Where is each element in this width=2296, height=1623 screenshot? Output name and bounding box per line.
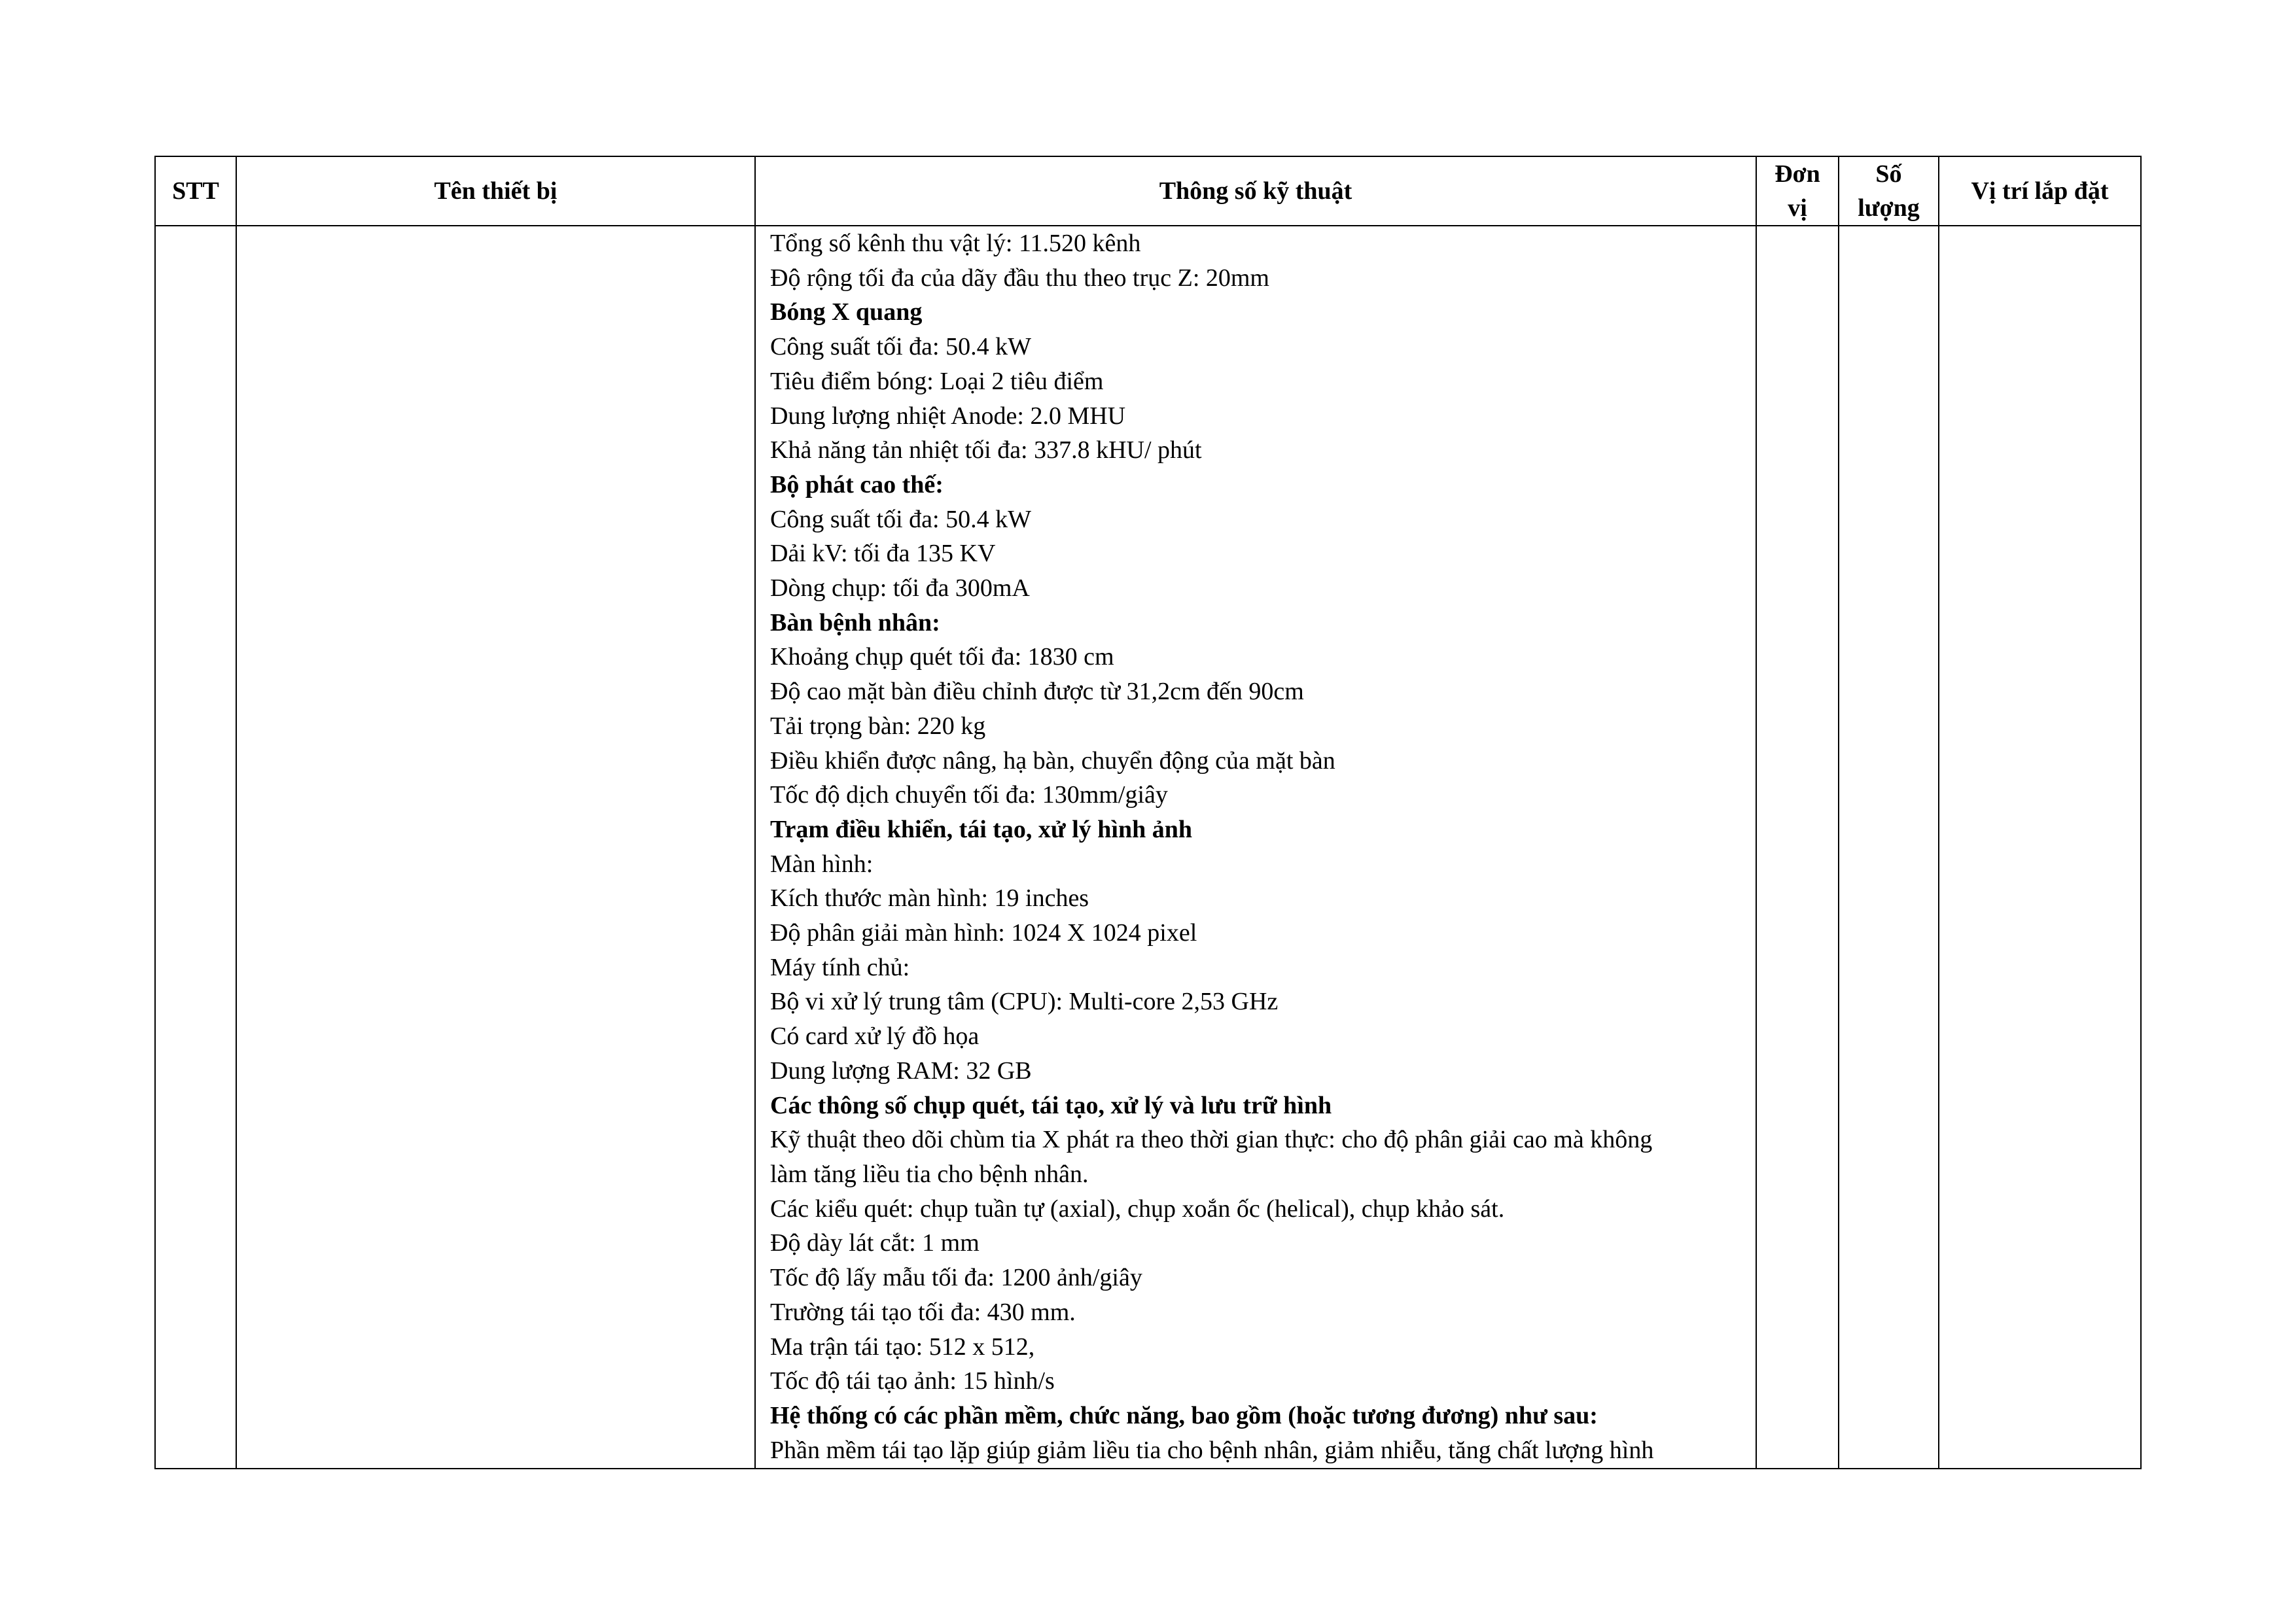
spec-line: Độ rộng tối đa của dãy đầu thu theo trục Z: 20mm (770, 264, 1269, 292)
spec-line: Khoảng chụp quét tối đa: 1830 cm (770, 643, 1114, 671)
table-row (155, 226, 2141, 1469)
spec-line: Có card xử lý đồ họa (770, 1022, 980, 1051)
spec-line: Tiêu điểm bóng: Loại 2 tiêu điểm (770, 367, 1104, 395)
spec-line: Bộ vi xử lý trung tâm (CPU): Multi-core 2,53 GHz (770, 988, 1279, 1016)
spec-line: Dòng chụp: tối đa 300mA (770, 574, 1030, 602)
spec-section-heading: Các thông số chụp quét, tái tạo, xử lý và lưu trữ hình (770, 1091, 1332, 1119)
header-install-location: Vị trí lắp đặt (1939, 156, 2141, 226)
header-specifications: Thông số kỹ thuật (755, 156, 1756, 226)
spec-line: Máy tính chủ: (770, 953, 910, 981)
spec-line: Kỹ thuật theo dõi chùm tia X phát ra theo thời gian thực: cho độ phân giải cao mà không (770, 1126, 1653, 1154)
spec-line: Tải trọng bàn: 220 kg (770, 712, 986, 740)
spec-line: Độ cao mặt bàn điều chỉnh được từ 31,2cm đến 90cm (770, 678, 1304, 706)
cell-stt (155, 226, 236, 1469)
header-unit-line1: Đơn (1775, 160, 1820, 188)
spec-section-heading: Hệ thống có các phần mềm, chức năng, bao gồm (hoặc tương đương) như sau: (770, 1401, 1598, 1429)
cell-specifications (755, 226, 1756, 1469)
cell-unit (1756, 226, 1839, 1469)
spec-line: Độ phân giải màn hình: 1024 X 1024 pixel (770, 919, 1197, 947)
cell-install-location (1939, 226, 2141, 1469)
cell-quantity (1839, 226, 1939, 1469)
spec-line: Độ dày lát cắt: 1 mm (770, 1229, 980, 1257)
spec-line: Phần mềm tái tạo lặp giúp giảm liều tia cho bệnh nhân, giảm nhiễu, tăng chất lượng hình (770, 1436, 1654, 1464)
spec-line: Dung lượng RAM: 32 GB (770, 1056, 1032, 1085)
spec-line: Tốc độ tái tạo ảnh: 15 hình/s (770, 1367, 1055, 1395)
spec-line: Kích thước màn hình: 19 inches (770, 884, 1089, 913)
spec-line: Tốc độ dịch chuyển tối đa: 130mm/giây (770, 781, 1168, 809)
header-unit (1756, 156, 1839, 226)
spec-line: Dải kV: tối đa 135 KV (770, 540, 996, 568)
spec-line: Công suất tối đa: 50.4 kW (770, 333, 1031, 361)
spec-section-heading: Bộ phát cao thế: (770, 470, 944, 498)
header-unit-line2: vị (1788, 194, 1807, 222)
header-equipment-name: Tên thiết bị (236, 156, 755, 226)
spec-section-heading: Bóng X quang (770, 298, 923, 326)
spec-line: Các kiểu quét: chụp tuần tự (axial), chụp xoắn ốc (helical), chụp khảo sát. (770, 1195, 1505, 1223)
equipment-spec-table (154, 156, 2142, 1469)
header-stt: STT (155, 156, 236, 226)
spec-line: Dung lượng nhiệt Anode: 2.0 MHU (770, 402, 1126, 430)
spec-line: Ma trận tái tạo: 512 x 512, (770, 1333, 1035, 1361)
spec-line: Công suất tối đa: 50.4 kW (770, 505, 1031, 533)
spec-line: Trường tái tạo tối đa: 430 mm. (770, 1298, 1076, 1326)
spec-line: Điều khiển được nâng, hạ bàn, chuyển động của mặt bàn (770, 746, 1335, 775)
spec-line: Màn hình: (770, 850, 874, 878)
spec-line: Khả năng tản nhiệt tối đa: 337.8 kHU/ phút (770, 436, 1202, 464)
spec-line: Tổng số kênh thu vật lý: 11.520 kênh (770, 230, 1141, 257)
spec-section-heading: Trạm điều khiển, tái tạo, xử lý hình ảnh (770, 815, 1193, 843)
spec-section-heading: Bàn bệnh nhân: (770, 608, 940, 637)
header-quantity-line2: lượng (1858, 194, 1920, 222)
spec-line: Tốc độ lấy mẫu tối đa: 1200 ảnh/giây (770, 1264, 1142, 1292)
header-row (155, 156, 2141, 226)
header-quantity (1839, 156, 1939, 226)
spec-list (770, 226, 1742, 1467)
cell-equipment-name (236, 226, 755, 1469)
spec-line: làm tăng liều tia cho bệnh nhân. (770, 1160, 1089, 1188)
header-quantity-line1: Số (1875, 160, 1902, 188)
